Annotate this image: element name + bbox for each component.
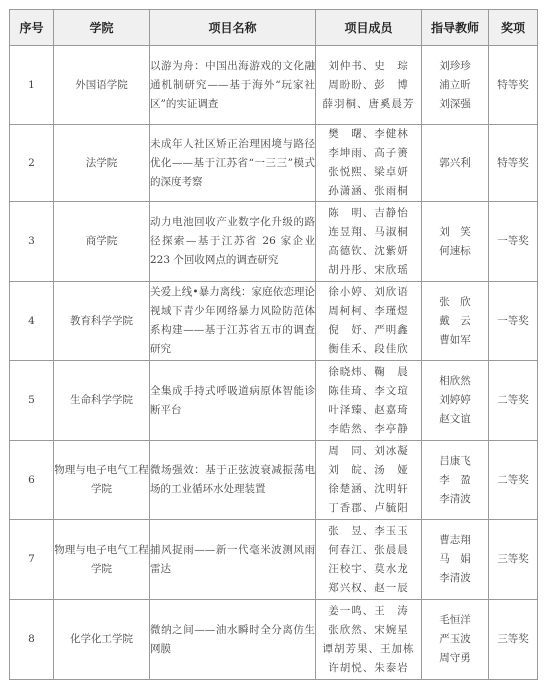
row-number: 1	[10, 46, 54, 125]
table-row	[10, 520, 538, 600]
table-row	[10, 441, 538, 520]
advisor-line: 赵文谊	[439, 413, 471, 425]
advisors-cell	[422, 361, 489, 441]
header-college: 学院	[54, 10, 150, 46]
table-row	[10, 282, 538, 361]
table-row	[10, 361, 538, 441]
member-line: 徐小婷、刘欣语	[328, 286, 409, 298]
award-cell: 三等奖	[489, 520, 538, 600]
advisors-cell	[422, 46, 489, 125]
header-award: 奖项	[489, 10, 538, 46]
members-cell	[316, 361, 422, 441]
member-line: 周 同、刘冰凝	[328, 445, 409, 457]
members-cell	[316, 125, 422, 202]
member-line: 刘仲书、史 琮	[328, 59, 409, 72]
member-line: 连昱翔、马淑桐	[328, 225, 409, 238]
member-line: 姜一鸣、王 涛	[328, 604, 409, 617]
row-number: 6	[10, 441, 54, 520]
members-cell	[316, 282, 422, 361]
college-cell: 物理与电子电气工程学院	[54, 441, 150, 520]
member-line: 谭胡芳果、王加栋	[322, 642, 415, 655]
member-line: 徐晓炜、鞠 晨	[328, 365, 409, 378]
header-project: 项目名称	[150, 10, 316, 46]
member-line: 胡丹彤、宋欣瑶	[328, 263, 409, 276]
member-line: 张欣然、宋婉星	[328, 623, 409, 636]
member-line: 孙潇涵、张雨桐	[328, 185, 409, 197]
college-cell: 化学化工学院	[54, 600, 150, 680]
member-line: 倪 妤、严明鑫	[328, 324, 409, 336]
college-cell: 教育科学学院	[54, 282, 150, 361]
member-line: 李坤雨、高子箦	[328, 147, 409, 159]
members-cell	[316, 520, 422, 600]
member-line: 薛羽桐、唐奚晨芳	[322, 97, 415, 110]
advisors-cell	[422, 282, 489, 361]
member-line: 刘 皖、汤 娅	[328, 464, 409, 476]
advisor-line: 曹志翔	[439, 534, 471, 546]
row-number: 7	[10, 520, 54, 600]
row-number: 2	[10, 125, 54, 202]
advisor-line: 何速标	[439, 244, 471, 257]
advisors-cell	[422, 520, 489, 600]
award-cell: 一等奖	[489, 282, 538, 361]
advisor-line: 刘珍珍	[439, 59, 471, 72]
advisor-line: 刘婷婷	[439, 394, 471, 406]
advisor-line: 郭兴利	[439, 156, 471, 169]
member-line: 周盼盼、彭 博	[328, 78, 409, 91]
member-line: 樊 曙、李健林	[328, 128, 409, 140]
award-cell: 特等奖	[489, 46, 538, 125]
award-cell: 特等奖	[489, 125, 538, 202]
advisor-line: 相欣然	[439, 375, 471, 387]
members-cell	[316, 441, 422, 520]
advisor-line: 吕康飞	[439, 454, 471, 467]
advisor-line: 曹如军	[439, 333, 471, 346]
members-cell	[316, 202, 422, 282]
member-line: 丁香郡、卢毓阳	[328, 502, 409, 514]
member-line: 郑兴权、赵一辰	[328, 581, 409, 594]
header-no: 序号	[10, 10, 54, 46]
advisor-line: 刘深强	[439, 97, 471, 110]
college-cell: 外国语学院	[54, 46, 150, 125]
advisors-cell	[422, 125, 489, 202]
project-name-cell: 全集成手持式呼吸道病原体智能诊断平台	[150, 361, 316, 441]
member-line: 汪校宇、莫水龙	[328, 562, 409, 575]
header-advisors: 指导教师	[422, 10, 489, 46]
college-cell: 商学院	[54, 202, 150, 282]
member-line: 叶泽臻、赵嘉琦	[328, 403, 409, 416]
award-cell: 二等奖	[489, 361, 538, 441]
advisor-line: 浦立昕	[439, 78, 471, 91]
table-row	[10, 600, 538, 680]
advisors-cell	[422, 600, 489, 680]
project-name-cell: 以游为舟：中国出海游戏的文化融通机制研究——基于海外“玩家社区”的实证调查	[150, 46, 316, 125]
row-number: 4	[10, 282, 54, 361]
member-line: 周柯柯、李瑾煜	[328, 305, 409, 317]
member-line: 陈佳琦、李文瑄	[328, 384, 409, 397]
project-name-cell: 捕风捉雨——新一代毫米波测风雨雷达	[150, 520, 316, 600]
member-line: 徐楚涵、沈明轩	[328, 483, 409, 495]
advisor-line: 李清波	[439, 572, 471, 584]
table-row	[10, 125, 538, 202]
college-cell: 生命科学学院	[54, 361, 150, 441]
advisor-line: 刘 笑	[439, 225, 471, 238]
project-name-cell: 关爱上线•暴力离线：家庭依恋理论视域下青少年网络暴力风险防范体系构建——基于江苏省五市的调查研究	[150, 282, 316, 361]
member-line: 高德钦、沈紫妍	[328, 244, 409, 257]
row-number: 3	[10, 202, 54, 282]
advisor-line: 李清波	[439, 492, 471, 505]
member-line: 张 昱、李玉玉	[328, 524, 409, 537]
advisor-line: 李 盈	[439, 473, 471, 486]
advisor-line: 周守勇	[439, 652, 471, 664]
college-cell: 法学院	[54, 125, 150, 202]
row-number: 5	[10, 361, 54, 441]
advisor-line: 毛恒洋	[439, 614, 471, 626]
table-row	[10, 202, 538, 282]
award-cell: 二等奖	[489, 441, 538, 520]
project-name-cell: 微场强效：基于正弦波衰减振荡电场的工业循环水处理装置	[150, 441, 316, 520]
project-name-cell: 未成年人社区矫正治理困境与路径优化——基于江苏省“一三三”模式的深度考察	[150, 125, 316, 202]
row-number: 8	[10, 600, 54, 680]
award-cell: 三等奖	[489, 600, 538, 680]
project-name-cell: 动力电池回收产业数字化升级的路径探索—基于江苏省 26 家企业 223 个回收网点的调查研究	[150, 202, 316, 282]
advisor-line: 马 娟	[439, 553, 471, 565]
members-cell	[316, 46, 422, 125]
advisors-cell	[422, 202, 489, 282]
member-line: 许胡悦、朱泰岩	[328, 661, 409, 674]
member-line: 张悦熙、梁卓妍	[328, 166, 409, 178]
advisor-line: 张 欣	[439, 295, 471, 308]
header-row	[10, 10, 538, 46]
award-cell: 一等奖	[489, 202, 538, 282]
member-line: 衡佳禾、段佳欣	[328, 343, 409, 355]
awards-table	[9, 9, 538, 680]
table-row	[10, 46, 538, 125]
advisor-line: 严玉波	[439, 633, 471, 645]
members-cell	[316, 600, 422, 680]
member-line: 何春江、张晨晨	[328, 543, 409, 556]
project-name-cell: 微纳之间——油水瞬时全分离仿生网膜	[150, 600, 316, 680]
member-line: 陈 明、吉静怡	[328, 206, 409, 219]
advisor-line: 戴 云	[439, 314, 471, 327]
college-cell: 物理与电子电气工程学院	[54, 520, 150, 600]
header-members: 项目成员	[316, 10, 422, 46]
member-line: 李皓然、李亭静	[328, 422, 409, 435]
advisors-cell	[422, 441, 489, 520]
